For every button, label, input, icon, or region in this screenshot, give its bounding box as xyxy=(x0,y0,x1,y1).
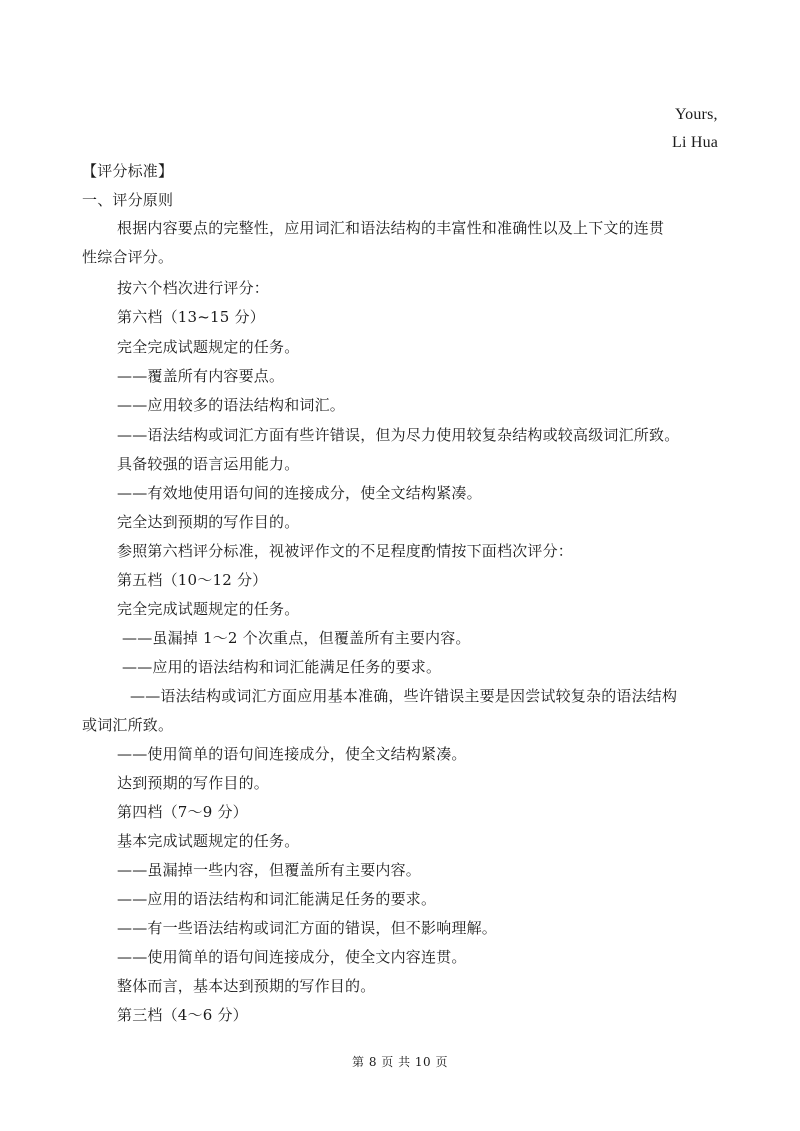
paragraph-line: 完全完成试题规定的任务。 xyxy=(117,338,300,356)
criterion-item: ——虽漏掉 1～2 个次重点，但覆盖所有主要内容。 xyxy=(122,629,471,647)
section-title: 【评分标准】 xyxy=(82,162,174,180)
paragraph-line: 整体而言，基本达到预期的写作目的。 xyxy=(117,977,376,995)
paragraph-line: 完全达到预期的写作目的。 xyxy=(117,513,300,531)
page-footer: 第 8 页 共 10 页 xyxy=(352,1055,448,1069)
subsection-title: 一、评分原则 xyxy=(82,191,174,209)
criterion-item: ——使用简单的语句间连接成分，使全文内容连贯。 xyxy=(117,948,467,966)
paragraph-line: 具备较强的语言运用能力。 xyxy=(117,455,300,473)
paragraph-line: 完全完成试题规定的任务。 xyxy=(117,600,300,618)
criterion-item: ——有效地使用语句间的连接成分，使全文结构紧凑。 xyxy=(117,484,482,502)
paragraph-line: 按六个档次进行评分： xyxy=(117,279,270,297)
closing-salutation: Yours, xyxy=(675,106,718,123)
criterion-item: ——应用较多的语法结构和词汇。 xyxy=(117,396,346,414)
grade-heading: 第五档（10～12 分） xyxy=(117,571,268,589)
paragraph-line: 参照第六档评分标准，视被评作文的不足程度酌情按下面档次评分： xyxy=(117,542,574,560)
criterion-item: ——虽漏掉一些内容，但覆盖所有主要内容。 xyxy=(117,861,422,879)
paragraph-line: 或词汇所致。 xyxy=(82,716,174,734)
criterion-item: ——覆盖所有内容要点。 xyxy=(117,367,285,385)
criterion-item: ——有一些语法结构或词汇方面的错误，但不影响理解。 xyxy=(117,919,498,937)
paragraph-line: 达到预期的写作目的。 xyxy=(117,774,270,792)
criterion-item: ——语法结构或词汇方面有些许错误，但为尽力使用较复杂结构或较高级词汇所致。 xyxy=(117,426,680,444)
criterion-item: ——语法结构或词汇方面应用基本准确，些许错误主要是因尝试较复杂的语法结构 xyxy=(130,687,678,705)
closing-signature: Li Hua xyxy=(672,134,719,151)
criterion-item: ——应用的语法结构和词汇能满足任务的要求。 xyxy=(117,890,437,908)
grade-heading: 第四档（7～9 分） xyxy=(117,803,248,821)
paragraph-line: 根据内容要点的完整性，应用词汇和语法结构的丰富性和准确性以及上下文的连贯 xyxy=(117,219,665,237)
criterion-item: ——应用的语法结构和词汇能满足任务的要求。 xyxy=(122,658,442,676)
grade-heading: 第六档（13~15 分） xyxy=(117,308,265,326)
paragraph-line: 基本完成试题规定的任务。 xyxy=(117,832,300,850)
paragraph-line: 性综合评分。 xyxy=(82,248,174,266)
criterion-item: ——使用简单的语句间连接成分，使全文结构紧凑。 xyxy=(117,745,467,763)
grade-heading: 第三档（4～6 分） xyxy=(117,1006,248,1024)
